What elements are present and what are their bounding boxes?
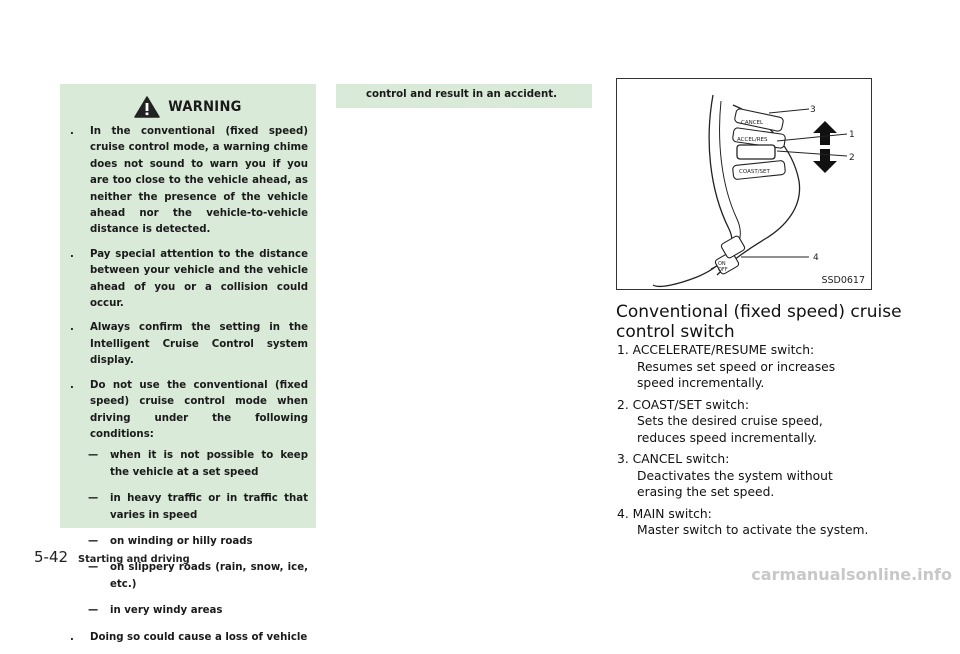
switch-label: 3. CANCEL switch: (617, 452, 730, 466)
switch-item (617, 451, 875, 501)
warning-bullet: . Always confirm the setting in the Intelligent Cruise Control system display. (70, 322, 308, 367)
warning-bullet: . Doing so could cause a loss of vehicle (70, 631, 308, 643)
warning-bullet: . Do not use the conventional (fixed speed) cruise control mode when driving under the following conditions: (70, 379, 308, 440)
switch-desc: Master switch to activate the system. (637, 523, 869, 537)
condition-item: — in heavy traffic or in traffic that varies in speed (88, 493, 308, 521)
warning-header (60, 92, 316, 122)
callout-4: 4 (813, 253, 819, 263)
figure-code: SSD0617 (821, 275, 865, 286)
page-number: 5-42 (34, 548, 69, 566)
off-label: OFF (718, 267, 728, 273)
steering-wheel-switch-illustration (617, 79, 870, 288)
warning-list (68, 124, 308, 654)
switch-desc: Resumes set speed or increases speed incrementally. (637, 359, 836, 390)
page-footer (34, 548, 190, 566)
steering-switch-figure (616, 78, 872, 290)
switch-label: 1. ACCELERATE/RESUME switch: (617, 343, 815, 357)
switch-item (617, 397, 875, 447)
arrow-up-icon (813, 121, 837, 145)
warning-triangle-icon (134, 95, 160, 119)
condition-item: — when it is not possible to keep the vehicle at a set speed (88, 450, 308, 478)
coast-set-label: COAST/SET (739, 169, 770, 175)
switch-label: 2. COAST/SET switch: (617, 397, 749, 412)
switch-desc: Deactivates the system without erasing the set speed. (637, 468, 833, 499)
warning-bullet: . In the conventional (fixed speed) cruise control mode, a warning chime does not sound to warn you if you are too close to the vehicle ahead, as neither the presence of the vehicle ahead nor the vehicle-to-vehicle distance is detected. (70, 126, 308, 236)
on-label: ON (718, 261, 726, 267)
accel-res-label: ACCEL/RES (737, 137, 768, 143)
callout-3: 3 (810, 105, 816, 115)
switch-desc: Sets the desired cruise speed, reduces speed incrementally. (637, 414, 823, 445)
condition-item: — in very windy areas (88, 605, 223, 617)
watermark: carmanualsonline.info (751, 565, 952, 584)
warning-bullet: . Pay special attention to the distance between your vehicle and the vehicle ahead of you or a collision could occur. (70, 248, 308, 310)
switch-list (617, 342, 875, 544)
switch-item (617, 342, 875, 392)
callout-1: 1 (849, 130, 855, 140)
switch-label: 4. MAIN switch: (617, 506, 712, 521)
warning-continuation-box (336, 84, 592, 108)
callout-2: 2 (849, 153, 855, 163)
warning-continuation: control and result in an accident. (366, 89, 557, 100)
cancel-label: CANCEL (741, 120, 764, 126)
arrow-down-icon (813, 149, 837, 173)
condition-item: — on slippery roads (rain, snow, ice, etc.) (88, 562, 308, 590)
switch-item (617, 506, 875, 539)
chapter-name: Starting and driving (78, 554, 190, 565)
condition-item: — on winding or hilly roads (88, 535, 253, 547)
warning-title: WARNING (168, 99, 242, 115)
section-title: Conventional (fixed speed) cruise control switch (616, 302, 902, 342)
